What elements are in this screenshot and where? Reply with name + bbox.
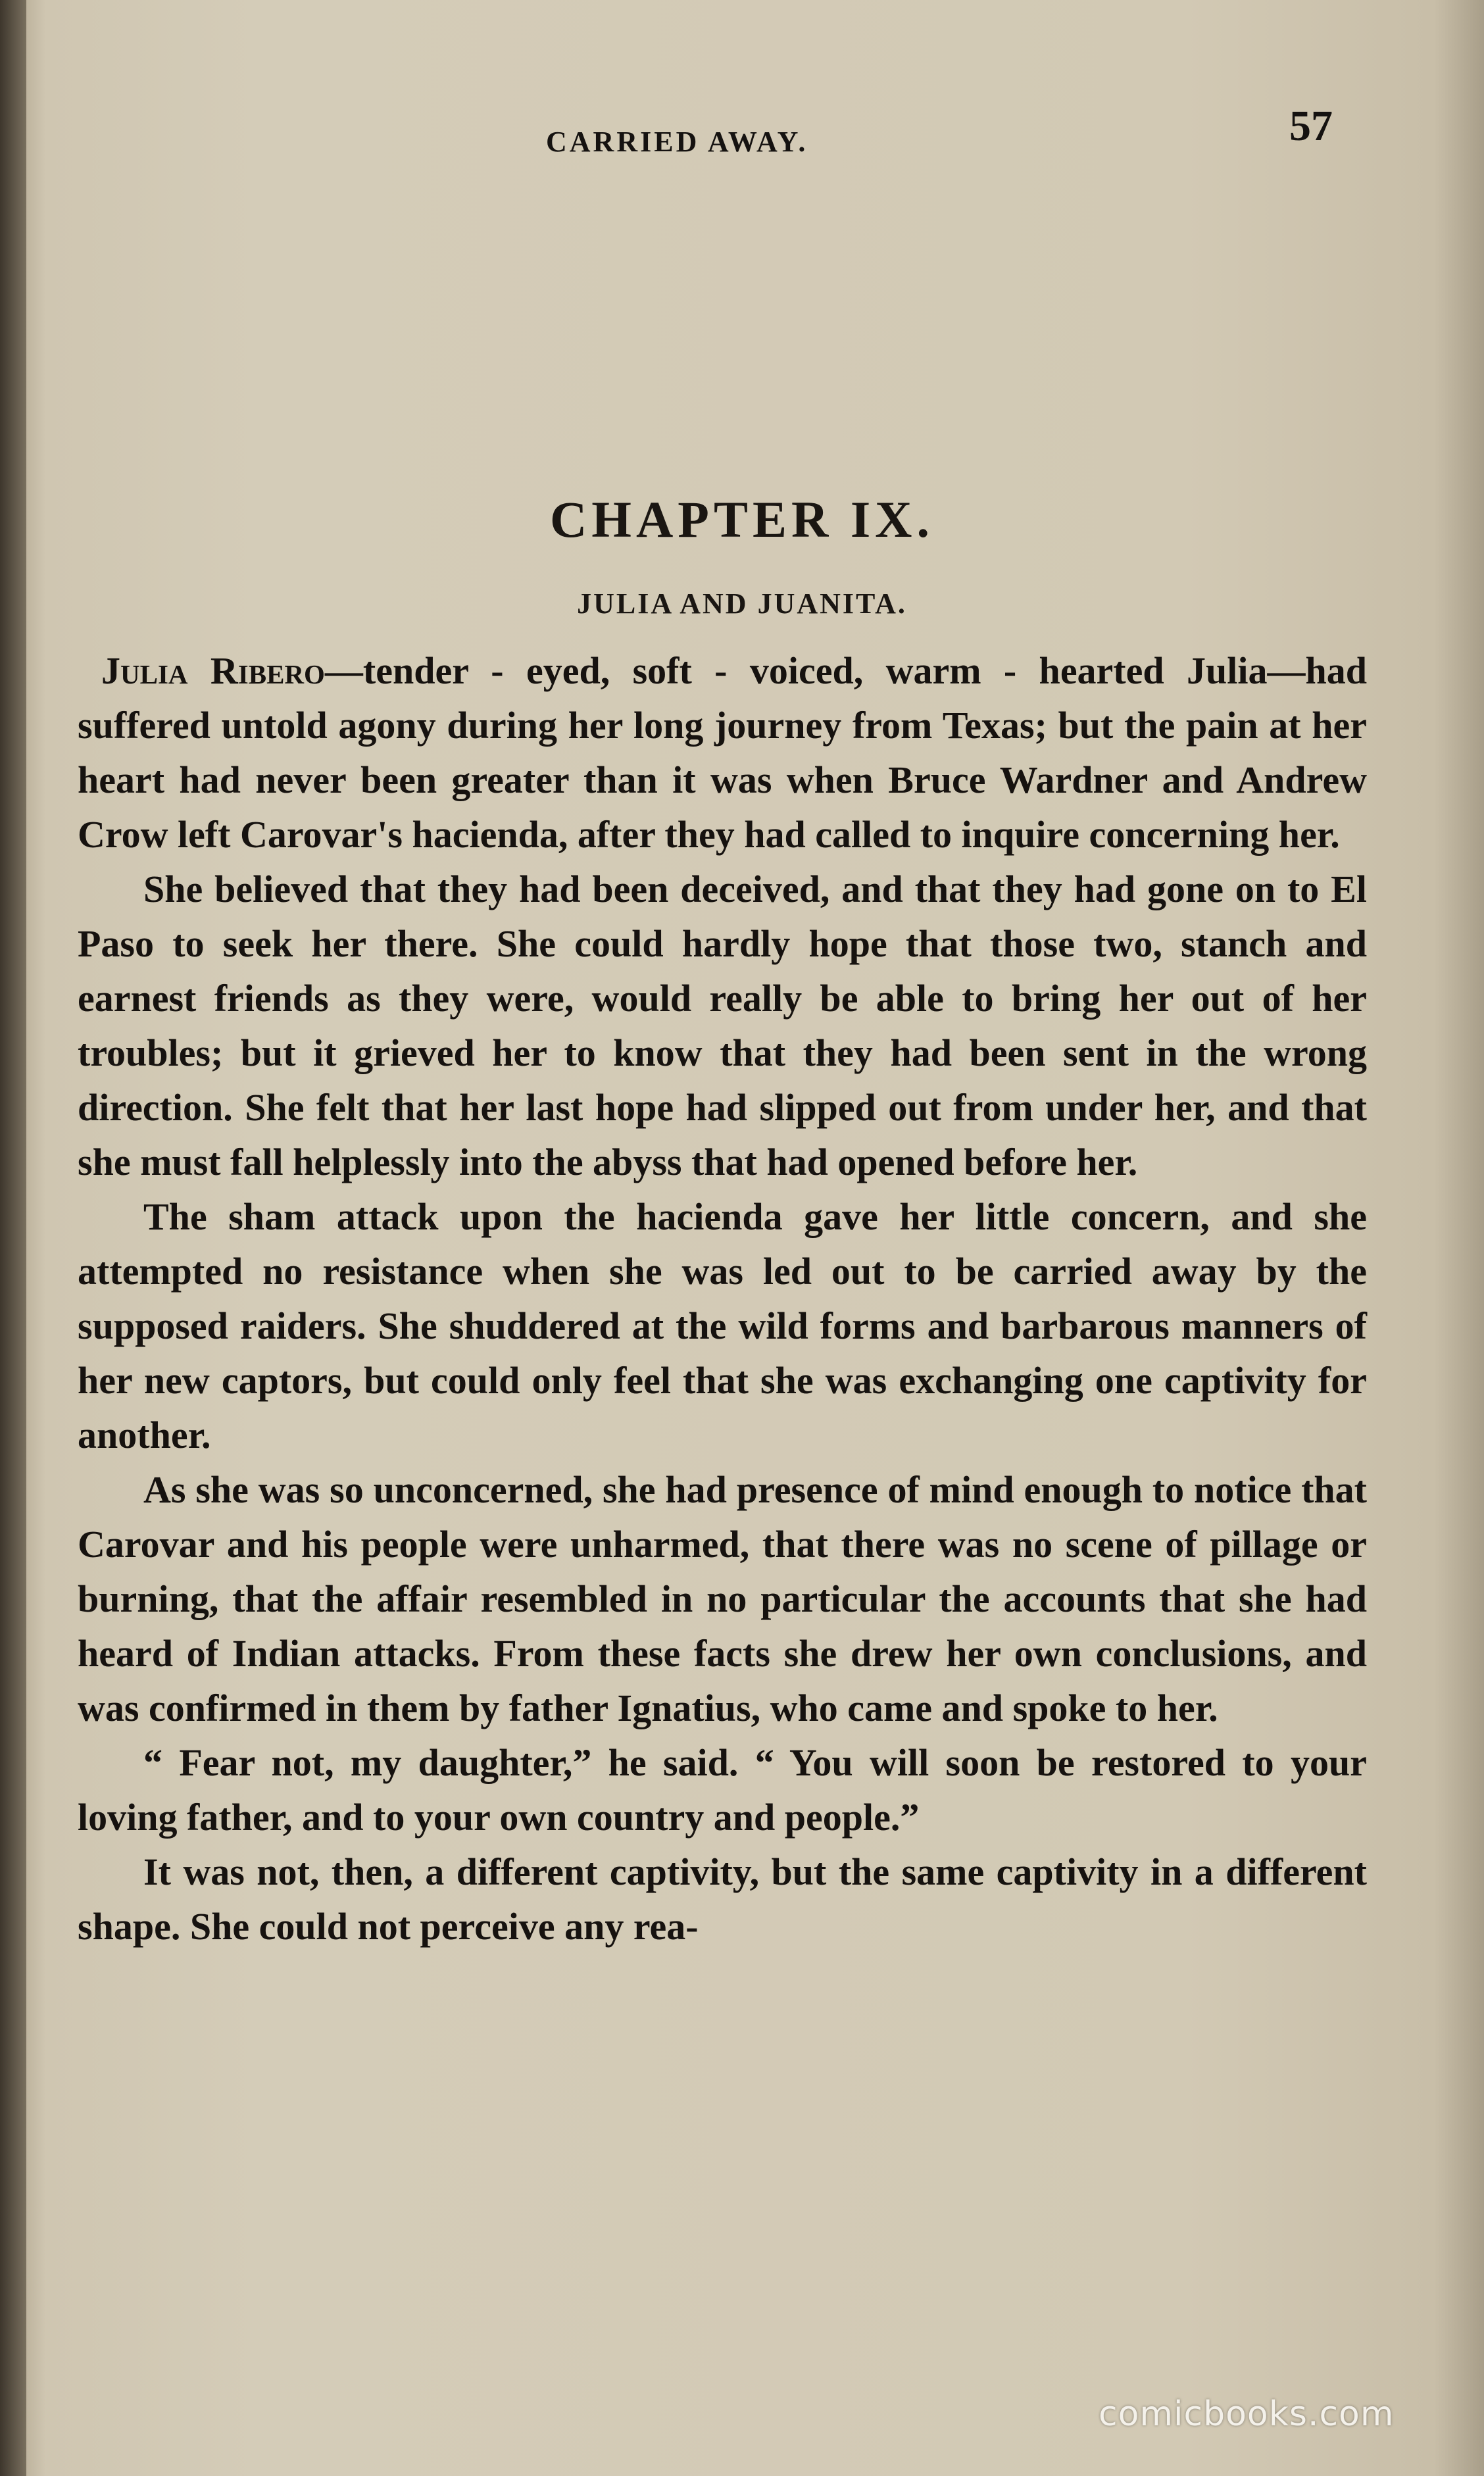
chapter-title: CHAPTER IX. (549, 491, 935, 548)
page-number: 57 (1289, 102, 1333, 150)
paragraph-lead: Julia Ribero (101, 649, 325, 692)
watermark: comicbooks.com (1099, 2394, 1395, 2434)
chapter-body (78, 643, 1367, 1954)
paragraph-1 (78, 643, 1367, 862)
page-header (0, 99, 1484, 158)
paragraph-6: It was not, then, a different captivity, but the same captivity in a different shape. She could not perceive any rea- (78, 1850, 1367, 1948)
paragraph-5: “ Fear not, my daughter,” he said. “ You will soon be restored to your loving father, and to your own country and people.” (78, 1741, 1367, 1839)
running-head: CARRIED AWAY. (546, 126, 808, 158)
chapter-subtitle: JULIA AND JUANITA. (577, 587, 907, 620)
paragraph-2: She believed that they had been deceived, and that they had gone on to El Paso to seek her there. She could hardly hope that those two, stanch and earnest friends as they were, would really be able to bring her out of her troubles; but it grieved her to know that they had been sent in the wrong direction. She felt that her last hope had slipped out from under her, and that she must fall helplessly into the abyss that had opened before her. (78, 868, 1367, 1183)
paragraph-3: The sham attack upon the hacienda gave her little concern, and she attempted no resistance when she was led out to be carried away by the supposed raiders. She shuddered at the wild forms and barbarous manners of her new captors, but could only feel that she was exchanging one captivity for another. (78, 1195, 1367, 1456)
paragraph-text: —tender - eyed, soft - voiced, warm - hearted Julia—had suffered untold agony during her long journey from Texas; but the pain at her heart had never been greater than it was when Bruce Wardner and Andrew Crow left Carovar's hacienda, after they had called to inquire concerning her. (78, 649, 1367, 856)
paragraph-4: As she was so unconcerned, she had presence of mind enough to notice that Carovar and his people were unharmed, that there was no scene of pillage or burning, that the affair resembled in no particular the accounts that she had heard of Indian attacks. From these facts she drew her own conclusions, and was confirmed in them by father Ignatius, who came and spoke to her. (78, 1468, 1367, 1729)
book-spine (0, 0, 26, 2476)
